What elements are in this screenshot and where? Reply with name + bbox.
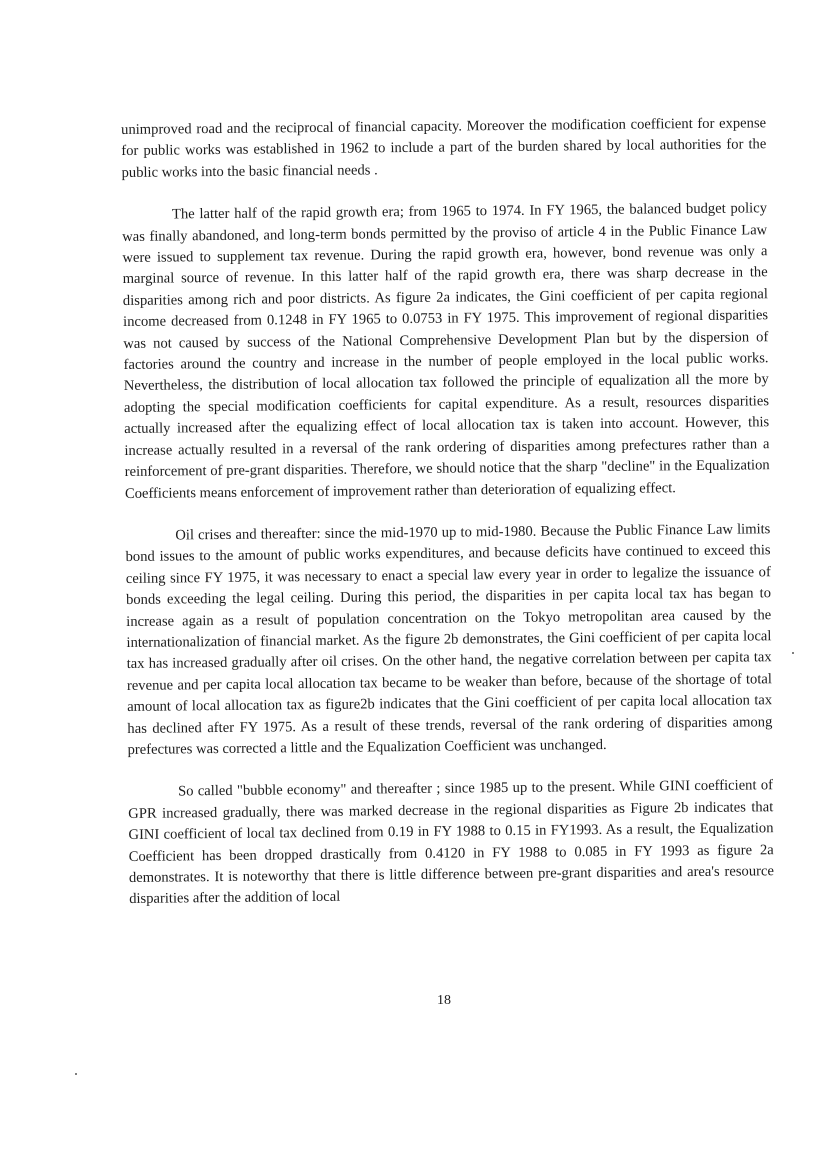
page-number: 18 <box>437 993 451 1008</box>
paragraph-1: unimproved road and the reciprocal of financial capacity. Moreover the modification coefficient for expense for public works was established in 1962 to include a part of the burden shared by local authorities for the public works into the basic financial needs . <box>121 115 767 181</box>
body-text <box>121 113 774 932</box>
scan-speck <box>792 652 794 654</box>
paragraph-3: Oil crises and thereafter: since the mid-1970 up to mid-1980. Because the Public Finance Law limits bond issues to the amount of public works expenditures, and because deficits have continued to exceed this ceiling since FY 1975, it was necessary to enact a special law every year in order to legalize the issuance of bonds exceeding the legal ceiling. During this period, the disparities in per capita local tax has began to increase again as a result of population concentration on the Tokyo metropolitan area caused by the internationalization of financial market. As the figure 2b demonstrates, the Gini coefficient of per capita local tax has increased gradually after oil crises. On the other hand, the negative correlation between per capita tax revenue and per capita local allocation tax became to be weaker than before, because of the shortage of total amount of local allocation tax as figure2b indicates that the Gini coefficient of per capita local allocation tax has declined after FY 1975. As a result of these trends, reversal of the rank ordering of disparities among prefectures was corrected a little and the Equalization Coefficient was unchanged. <box>125 521 773 758</box>
paragraph-4: So called "bubble economy" and thereafter ; since 1985 up to the present. While GINI coefficient of GPR increased gradually, there was marked decrease in the regional disparities as Figure 2b indicates that GINI coefficient of local tax declined from 0.19 in FY 1988 to 0.15 in FY1993. As a result, the Equalization Coefficient has been dropped drastically from 0.4120 in FY 1988 to 0.085 in FY 1993 as figure 2a demonstrates. It is noteworthy that there is little difference between pre-grant disparities and area's resource disparities after the addition of local <box>128 777 774 908</box>
paragraph-2: The latter half of the rapid growth era; from 1965 to 1974. In FY 1965, the balanced budget policy was finally abandoned, and long-term bonds permitted by the proviso of article 4 in the Public Finance Law were issued to supplement tax revenue. During the rapid growth era, however, bond revenue was only a marginal source of revenue. In this latter half of the rapid growth era, there was sharp decrease in the disparities among rich and poor districts. As figure 2a indicates, the Gini coefficient of per capita regional income decreased from 0.1248 in FY 1965 to 0.0753 in FY 1975. This improvement of regional disparities was not caused by success of the National Comprehensive Development Plan but by the dispersion of factories around the country and increase in the number of people employed in the local public works. Nevertheless, the distribution of local allocation tax followed the principle of equalization all the more by adopting the special modification coefficients for capital expenditure. As a result, resources disparities actually increased after the equalizing effect of local allocation tax is taken into account. However, this increase actually resulted in a reversal of the rank ordering of disparities among prefectures rather than a reinforcement of pre-grant disparities. Therefore, we should notice that the sharp "decline" in the Equalization Coefficients means enforcement of improvement rather than deterioration of equalizing effect. <box>122 200 770 502</box>
scan-speck <box>75 1073 77 1075</box>
